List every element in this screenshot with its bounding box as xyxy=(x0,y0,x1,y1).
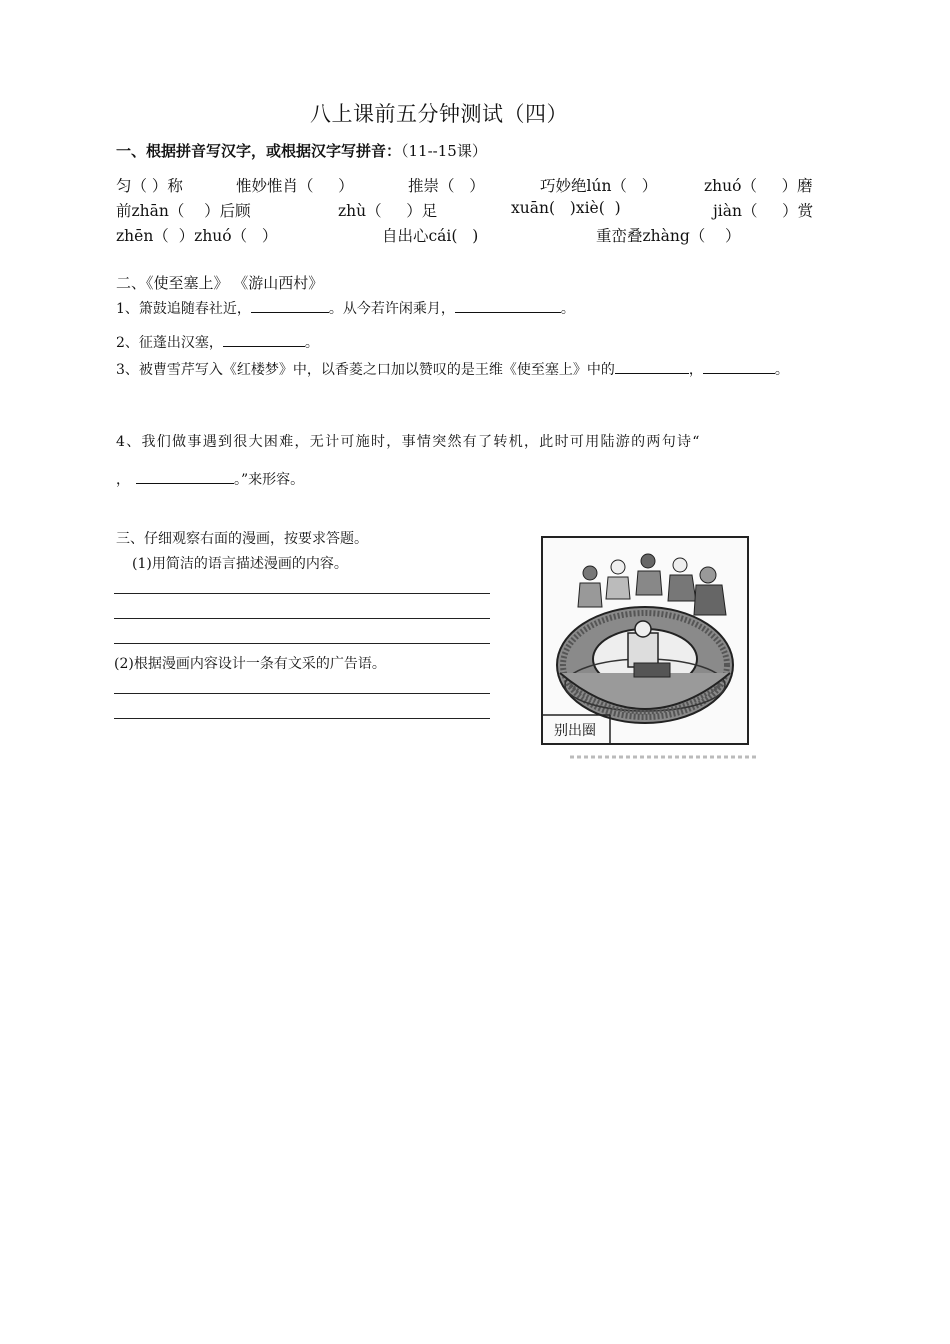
pinyin-item: zhuó（ ）磨 xyxy=(704,177,813,195)
question-3-2: (2)根据漫画内容设计一条有文采的广告语。 xyxy=(114,656,386,672)
cartoon-drawing xyxy=(530,535,758,760)
section1-range: （11--15课） xyxy=(401,142,487,160)
q2-line-part2: 。 xyxy=(304,335,319,351)
pinyin-item: 推崇（ ） xyxy=(408,177,485,195)
q1-line-part1: 1、箫鼓追随春社近， xyxy=(116,301,251,317)
pinyin-row-1 xyxy=(116,174,838,196)
cartoon-caption: 别出圈 xyxy=(554,723,596,739)
question-2-4-cont xyxy=(116,469,304,489)
answer-line[interactable] xyxy=(114,693,490,694)
section1-heading-text: 一、根据拼音写汉字，或根据汉字写拼音： xyxy=(116,142,402,160)
q3-line-part1: 3、被曹雪芹写入《红楼梦》中，以香菱之口加以赞叹的是王维《使至塞上》中的 xyxy=(116,362,615,378)
answer-blank[interactable] xyxy=(703,359,775,374)
pinyin-item: 惟妙惟肖（ ） xyxy=(236,177,354,195)
q3-line-part2: ， xyxy=(688,362,703,378)
pinyin-row-3 xyxy=(116,224,838,246)
q1-line-part2: 。从今若许闲乘月， xyxy=(328,301,455,317)
pinyin-item: 前zhān（ ）后顾 xyxy=(116,202,251,220)
question-2-2 xyxy=(116,332,319,352)
page-title: 八上课前五分钟测试（四） xyxy=(310,102,568,126)
q2-line-part1: 2、征蓬出汉塞， xyxy=(116,335,223,351)
answer-line[interactable] xyxy=(114,618,490,619)
pinyin-item: zhēn（ ）zhuó（ ） xyxy=(116,227,278,245)
pinyin-row-2 xyxy=(116,199,838,221)
q3-line-part3: 。 xyxy=(774,362,789,378)
answer-blank[interactable] xyxy=(223,332,305,347)
answer-line[interactable] xyxy=(114,643,490,644)
cartoon-image xyxy=(530,535,758,760)
answer-line[interactable] xyxy=(114,593,490,594)
question-3-1: (1)用简洁的语言描述漫画的内容。 xyxy=(132,556,348,572)
answer-blank[interactable] xyxy=(455,298,561,313)
pinyin-item: 自出心cái( ) xyxy=(382,227,479,245)
section3-heading: 三、仔细观察右面的漫画，按要求答题。 xyxy=(116,531,368,547)
pinyin-item: zhù（ ）足 xyxy=(338,202,438,220)
question-2-3 xyxy=(116,359,789,379)
pinyin-item: xuān( )xiè( ) xyxy=(511,199,621,217)
pinyin-item: 匀（ ）称 xyxy=(116,177,183,195)
question-2-1 xyxy=(116,298,575,318)
q4-line-part2: ， xyxy=(116,472,130,488)
section2-heading: 二、《使至塞上》 《游山西村》 xyxy=(116,274,324,292)
pinyin-item: 重峦叠zhàng（ ） xyxy=(596,227,741,245)
q1-line-part3: 。 xyxy=(560,301,575,317)
answer-line[interactable] xyxy=(114,718,490,719)
section1-heading xyxy=(116,140,487,161)
answer-blank[interactable] xyxy=(136,469,234,484)
pinyin-item: 巧妙绝lún（ ） xyxy=(540,177,658,195)
q4-line-part3: 。”来形容。 xyxy=(234,472,305,488)
answer-blank[interactable] xyxy=(251,298,329,313)
question-2-4: 4、我们做事遇到很大困难，无计可施时，事情突然有了转机，此时可用陆游的两句诗“ xyxy=(116,434,701,450)
answer-blank[interactable] xyxy=(615,359,689,374)
pinyin-item: jiàn（ ）赏 xyxy=(713,202,814,220)
